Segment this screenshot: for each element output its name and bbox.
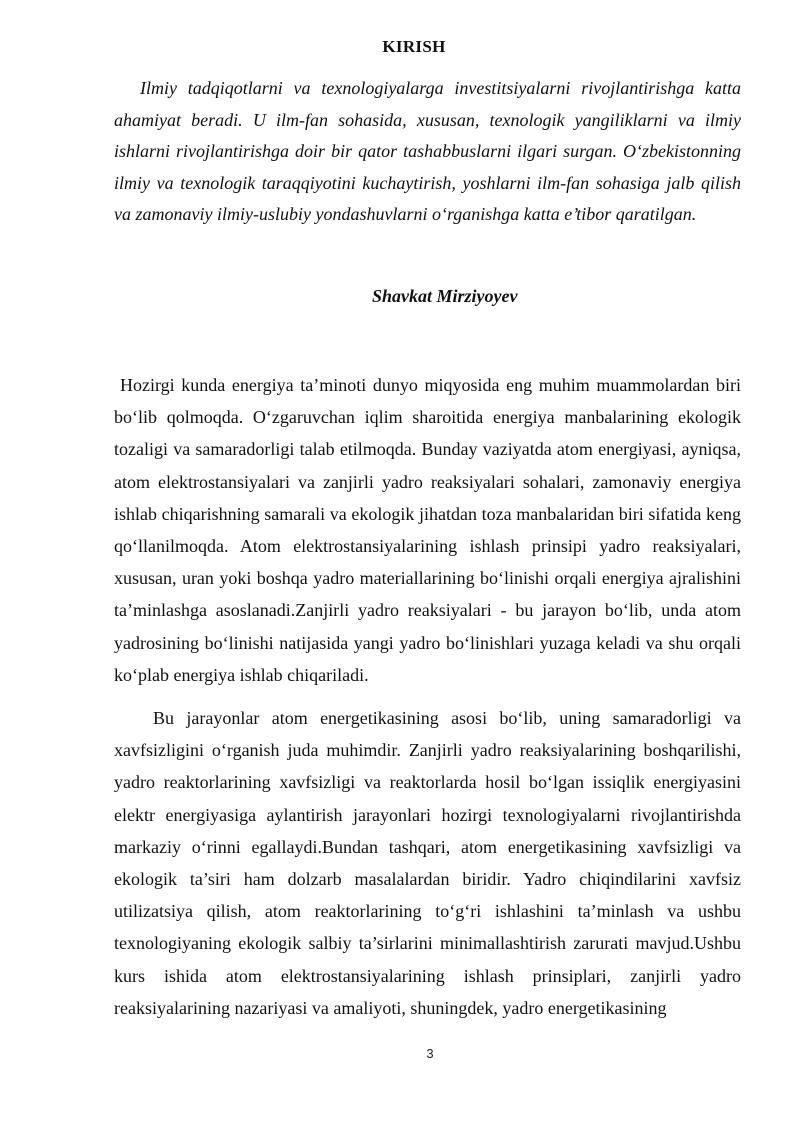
epigraph-author: Shavkat Mirziyoyev xyxy=(372,286,518,306)
body-paragraph-1: Hozirgi kunda energiya ta’minoti dunyo miqyosida eng muhim muammolardan biri bo‘lib qolmoqda. O‘zgaruvchan iqlim sharoitida energiya manbalarining ekologik tozaligi va samaradorligi talab etilmoqda. Bunday vaziyatda atom energiyasi, ayniqsa, atom elektrostansiyalari va zanjirli yadro reaksiyalari sohalari, zamonaviy energiya ishlab chiqarishning samarali va ekologik jihatdan toza manbalaridan biri sifatida keng qo‘llanilmoqda. Atom elektrostansiyalarining ishlash prinsipi yadro reaksiyalari, xususan, uran yoki boshqa yadro materiallarining bo‘linishi orqali energiya ajralishini ta’minlashga asoslanadi.Zanjirli yadro reaksiyalari - bu jarayon bo‘lib, unda atom yadrosining bo‘linishi natijasida yangi yadro bo‘linishlari yuzaga keladi va shu orqali ko‘plab energiya ishlab chiqariladi. xyxy=(114,375,741,685)
body-paragraph-2: Bu jarayonlar atom energetikasining asosi bo‘lib, uning samaradorligi va xavfsizligini o‘rganish juda muhimdir. Zanjirli yadro reaksiyalarining boshqarilishi, yadro reaktorlarining xavfsizligi va reaktorlarda hosil bo‘lgan issiqlik energiyasini elektr energiyasiga aylantirish jarayonlari hozirgi texnologiyalarni rivojlantirishda markaziy o‘rinni egallaydi.Bundan tashqari, atom energetikasining xavfsizligi va ekologik ta’siri ham dolzarb masalalardan biridir. Yadro chiqindilarini xavfsiz utilizatsiya qilish, atom reaktorlarining to‘g‘ri ishlashini ta’minlash va ushbu texnologiyaning ekologik salbiy ta’sirlarini minimallashtirish zarurati mavjud.Ushbu kurs ishida atom elektrostansiyalarining ishlash prinsiplari, zanjirli yadro reaksiyalarining nazariyasi va amaliyoti, shuningdek, yadro energetikasining xyxy=(114,708,741,1018)
section-heading: KIRISH xyxy=(382,37,446,56)
page-number: 3 xyxy=(426,1046,434,1061)
epigraph-quote: Ilmiy tadqiqotlarni va texnologiyalarga investitsiyalarni rivojlantirishga katta ahamiyat beradi. U ilm-fan sohasida, xususan, texnologik yangiliklarni va ilmiy ishlarni rivojlantirishga doir bir qator tashabbuslarni ilgari surgan. O‘zbekistonning ilmiy va texnologik taraqqiyotini kuchaytirish, yoshlarni ilm-fan sohasiga jalb qilish va zamonaviy ilmiy-uslubiy yondashuvlarni o‘rganishga katta e’tibor qaratilgan. xyxy=(114,78,741,224)
